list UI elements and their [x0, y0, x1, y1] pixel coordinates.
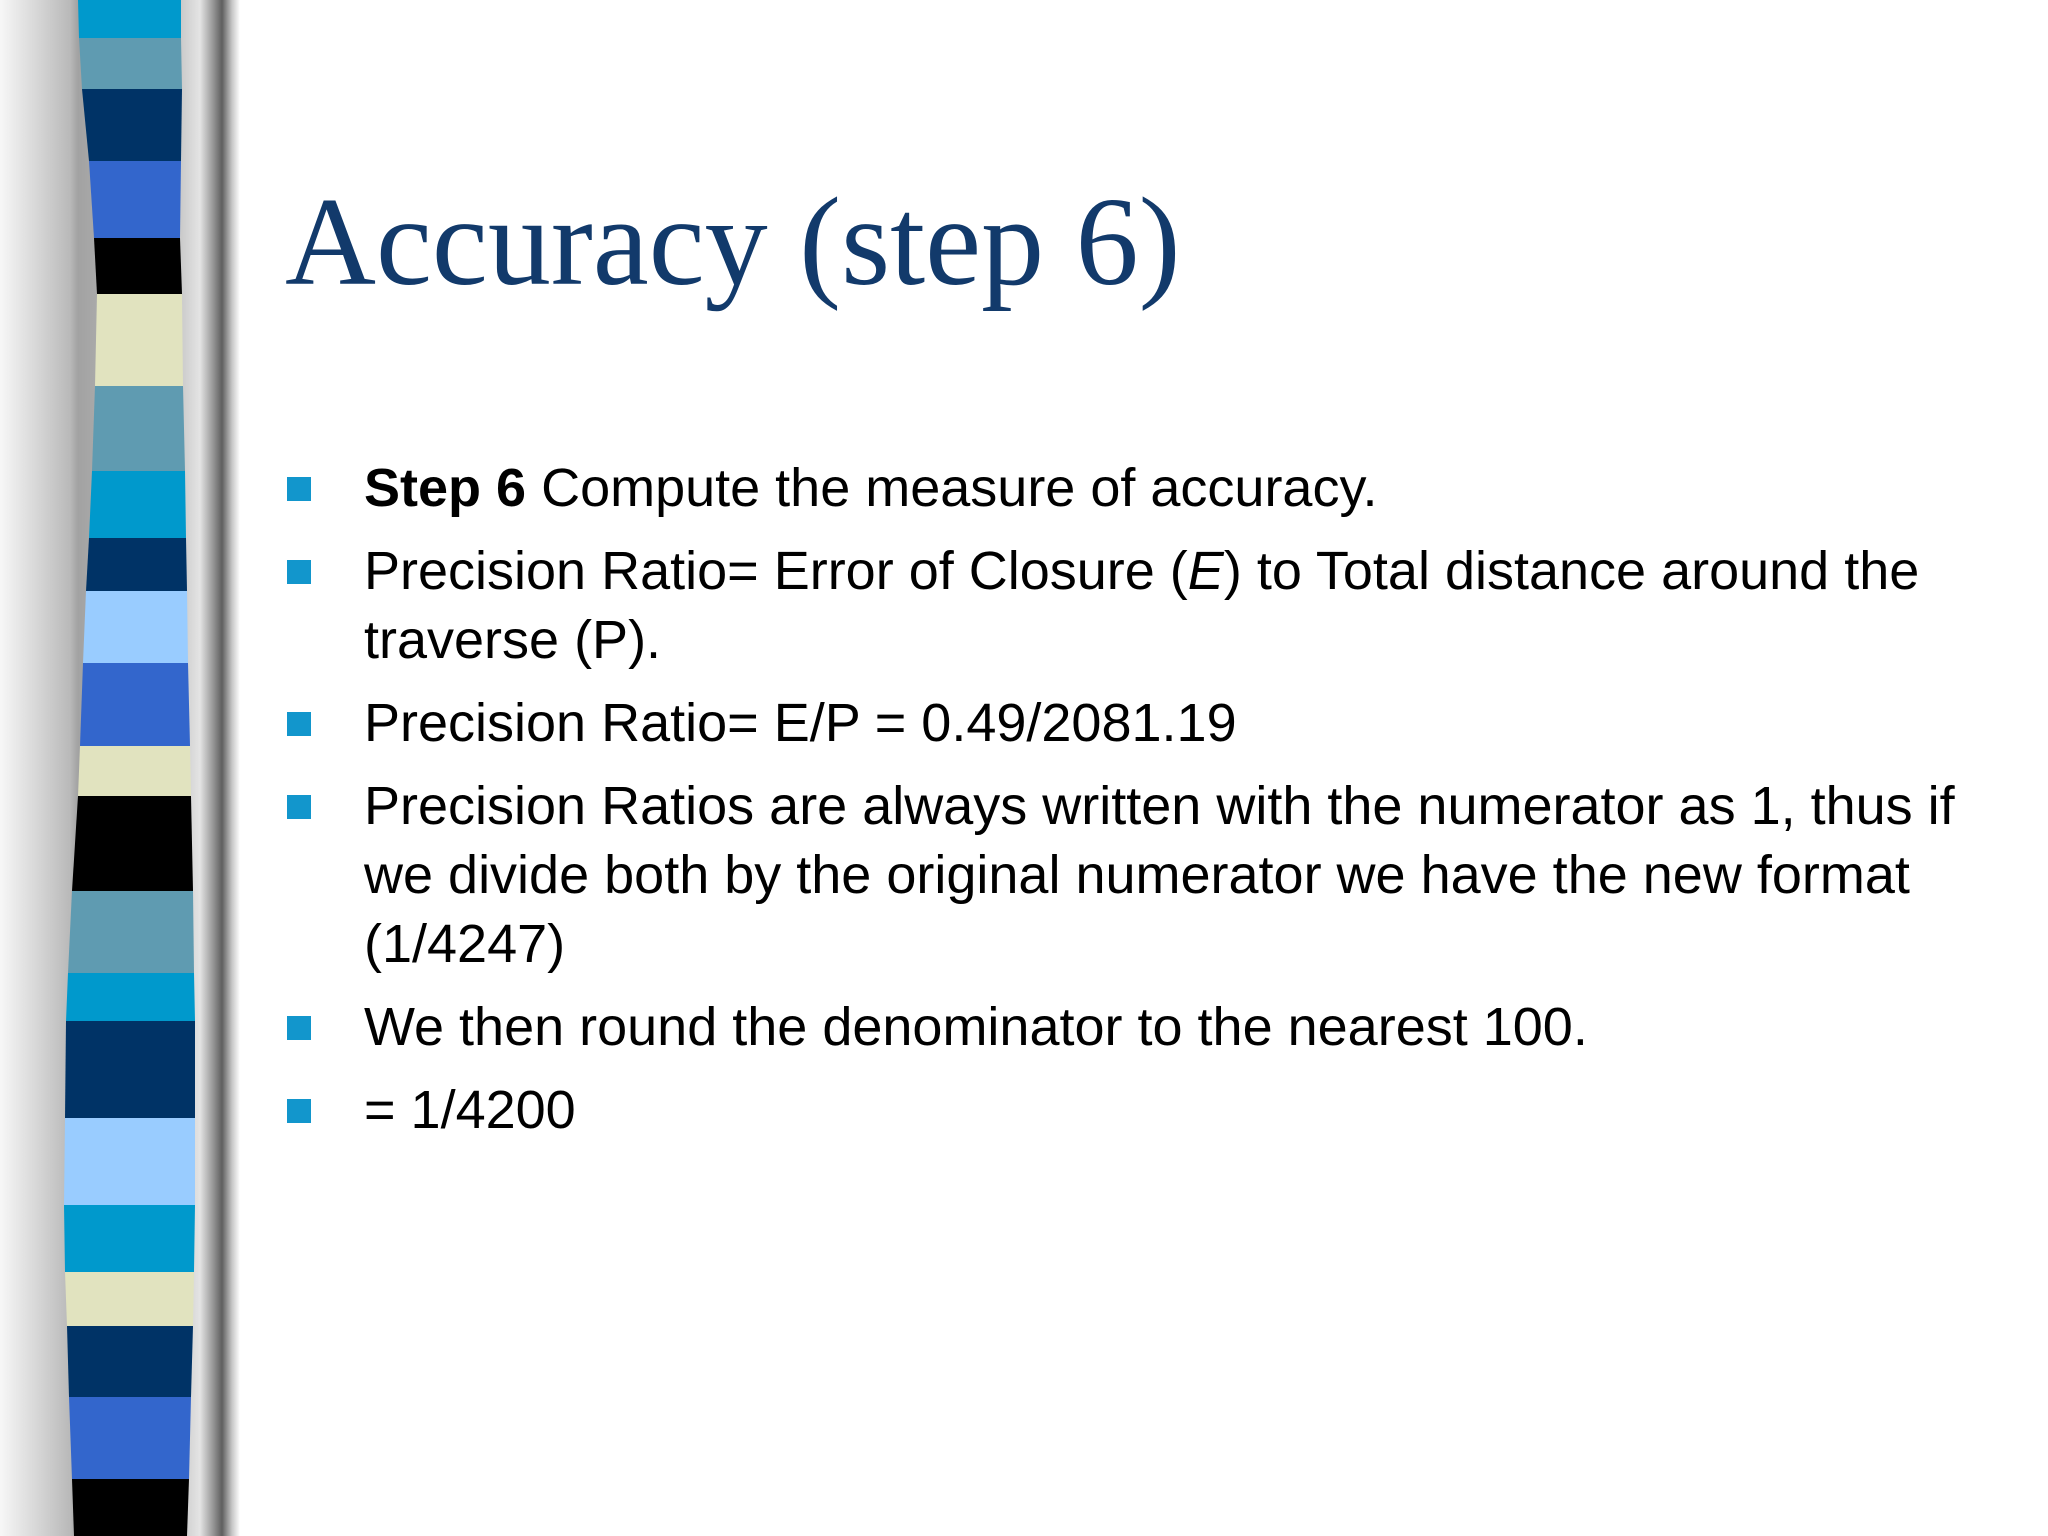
bullet-text: Precision Ratio= E/P = 0.49/2081.19: [364, 693, 1237, 753]
slide-title: Accuracy (step 6): [285, 173, 1181, 312]
bullet-item-rounding: [285, 993, 2025, 1062]
square-bullet-icon: [287, 1016, 311, 1040]
bullet-item-precision-definition: [285, 537, 2025, 675]
bullet-item-result: [285, 1076, 2025, 1145]
bullet-item-numerator-rule: [285, 772, 2025, 979]
bullet-text: Precision Ratios are always written with the numerator as 1, thus if we divide both by the original numerator we have the new format (1/4247): [364, 776, 1955, 974]
bullet-item-precision-formula: [285, 689, 2025, 758]
bullet-text: Compute the measure of accuracy.: [526, 458, 1378, 518]
decorative-stripe-column: [0, 0, 240, 1536]
bullet-list: [285, 454, 2025, 1159]
square-bullet-icon: [287, 1099, 311, 1123]
bullet-text: ) to Total distance around the traverse (P).: [364, 541, 1920, 670]
bullet-item-step6: [285, 454, 2025, 523]
square-bullet-icon: [287, 795, 311, 819]
error-symbol: E: [1187, 541, 1224, 601]
step-label: Step 6: [364, 458, 527, 518]
square-bullet-icon: [287, 477, 311, 501]
square-bullet-icon: [287, 560, 311, 584]
square-bullet-icon: [287, 712, 311, 736]
bullet-text: Precision Ratio= Error of Closure (: [364, 541, 1188, 601]
bullet-text: We then round the denominator to the nearest 100.: [364, 997, 1588, 1057]
bullet-text: = 1/4200: [364, 1080, 576, 1140]
